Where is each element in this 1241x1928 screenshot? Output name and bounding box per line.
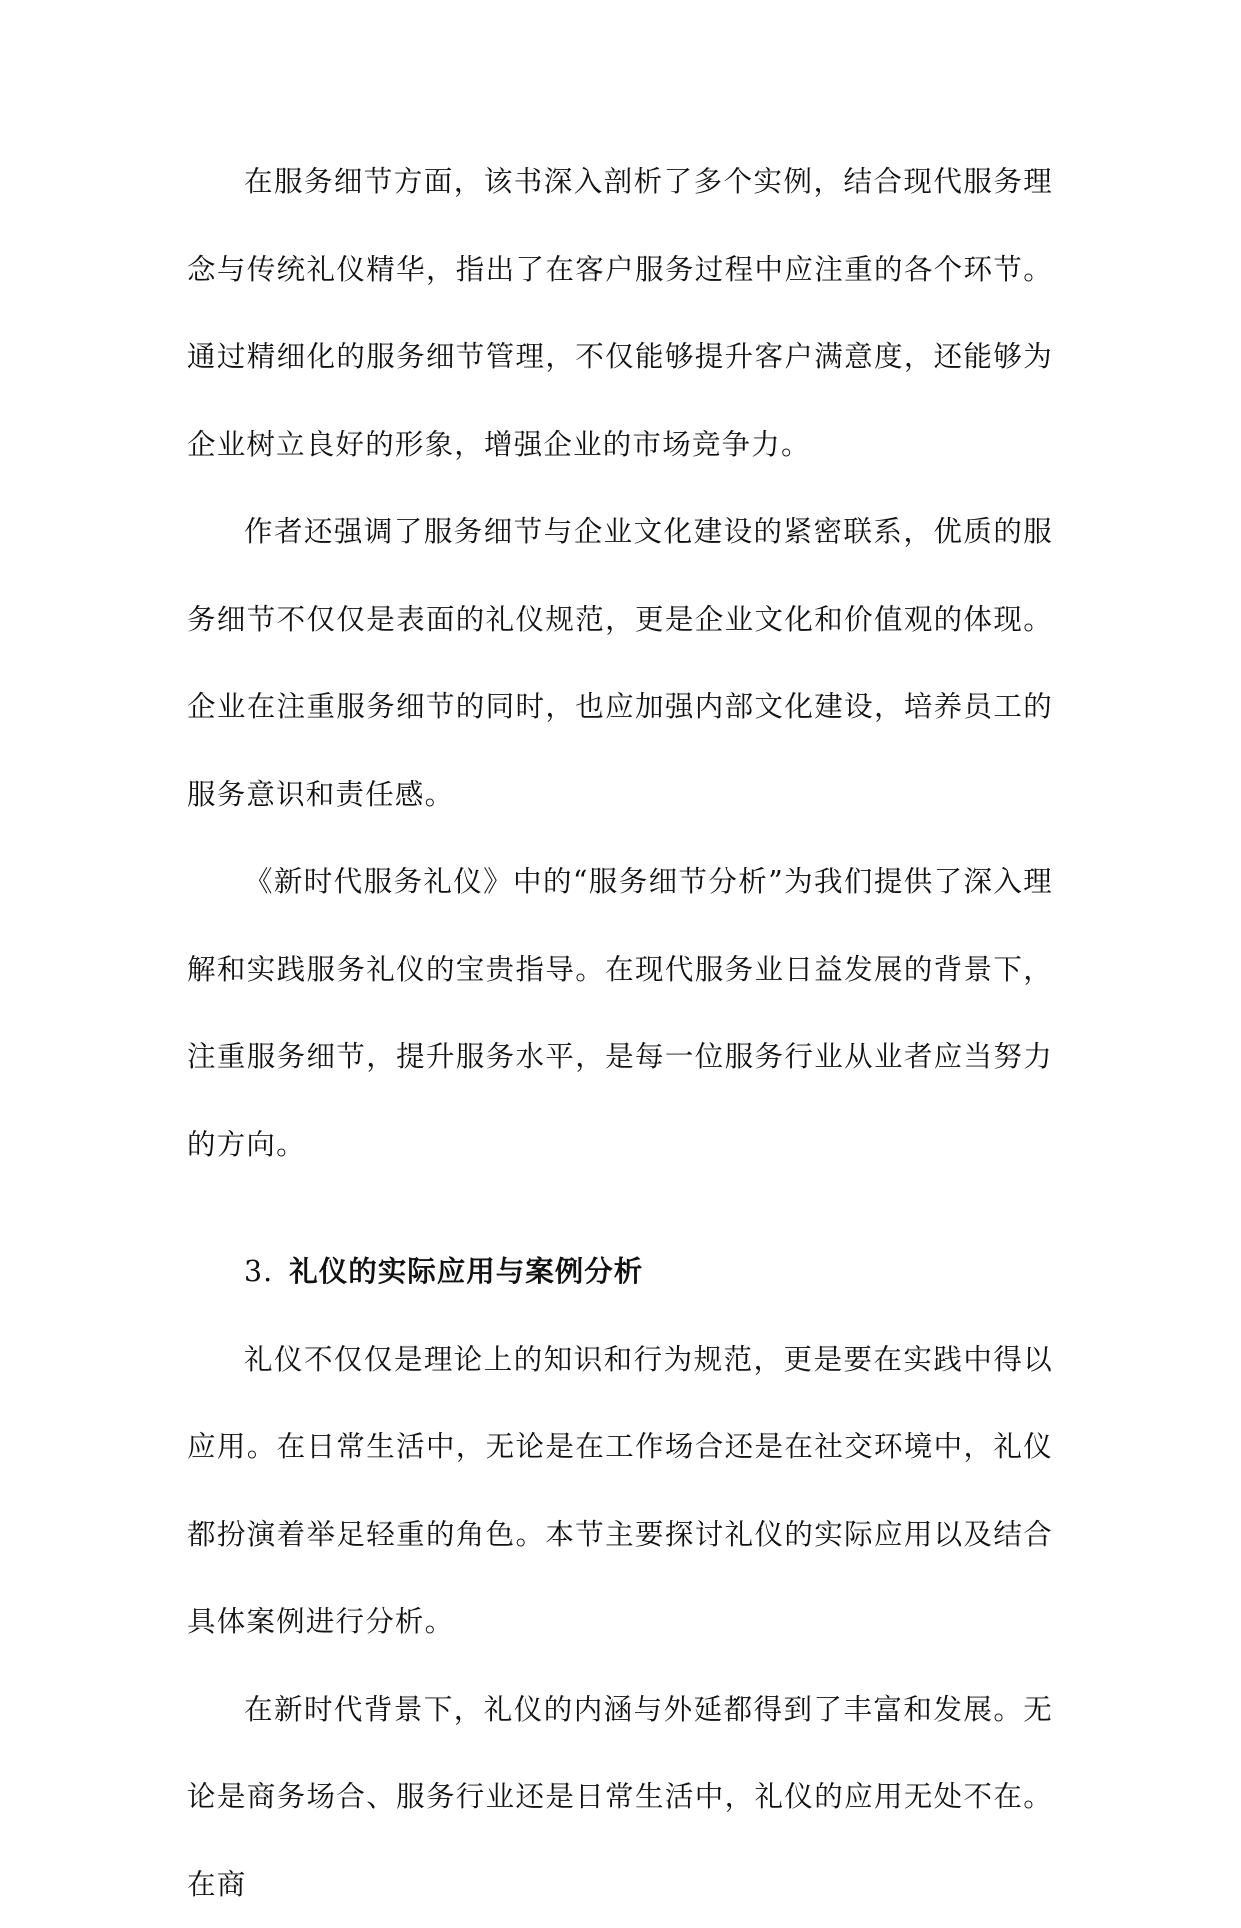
paragraph-book-summary: 《新时代服务礼仪》中的“服务细节分析”为我们提供了深入理解和实践服务礼仪的宝贵指导。在现代服务业日益发展的背景下，注重服务细节，提升服务水平，是每一位服务行业从业者应当努力的方向。 xyxy=(187,838,1053,1188)
paragraph-service-details: 在服务细节方面，该书深入剖析了多个实例，结合现代服务理念与传统礼仪精华，指出了在客户服务过程中应注重的各个环节。通过精细化的服务细节管理，不仅能够提升客户满意度，还能够为企业树立良好的形象，增强企业的市场竞争力。 xyxy=(187,138,1053,488)
page-content xyxy=(187,138,1053,1928)
paragraph-new-era-etiquette: 在新时代背景下，礼仪的内涵与外延都得到了丰富和发展。无论是商务场合、服务行业还是日常生活中，礼仪的应用无处不在。在商 xyxy=(187,1666,1053,1928)
paragraph-etiquette-practice: 礼仪不仅仅是理论上的知识和行为规范，更是要在实践中得以应用。在日常生活中，无论是在工作场合还是在社交环境中，礼仪都扮演着举足轻重的角色。本节主要探讨礼仪的实际应用以及结合具体案例进行分析。 xyxy=(187,1316,1053,1666)
section-title: 礼仪的实际应用与案例分析 xyxy=(289,1255,643,1288)
section-heading xyxy=(187,1228,1053,1316)
paragraph-corporate-culture: 作者还强调了服务细节与企业文化建设的紧密联系，优质的服务细节不仅仅是表面的礼仪规范，更是企业文化和价值观的体现。企业在注重服务细节的同时，也应加强内部文化建设，培养员工的服务意识和责任感。 xyxy=(187,488,1053,838)
section-number: 3. xyxy=(244,1255,273,1288)
